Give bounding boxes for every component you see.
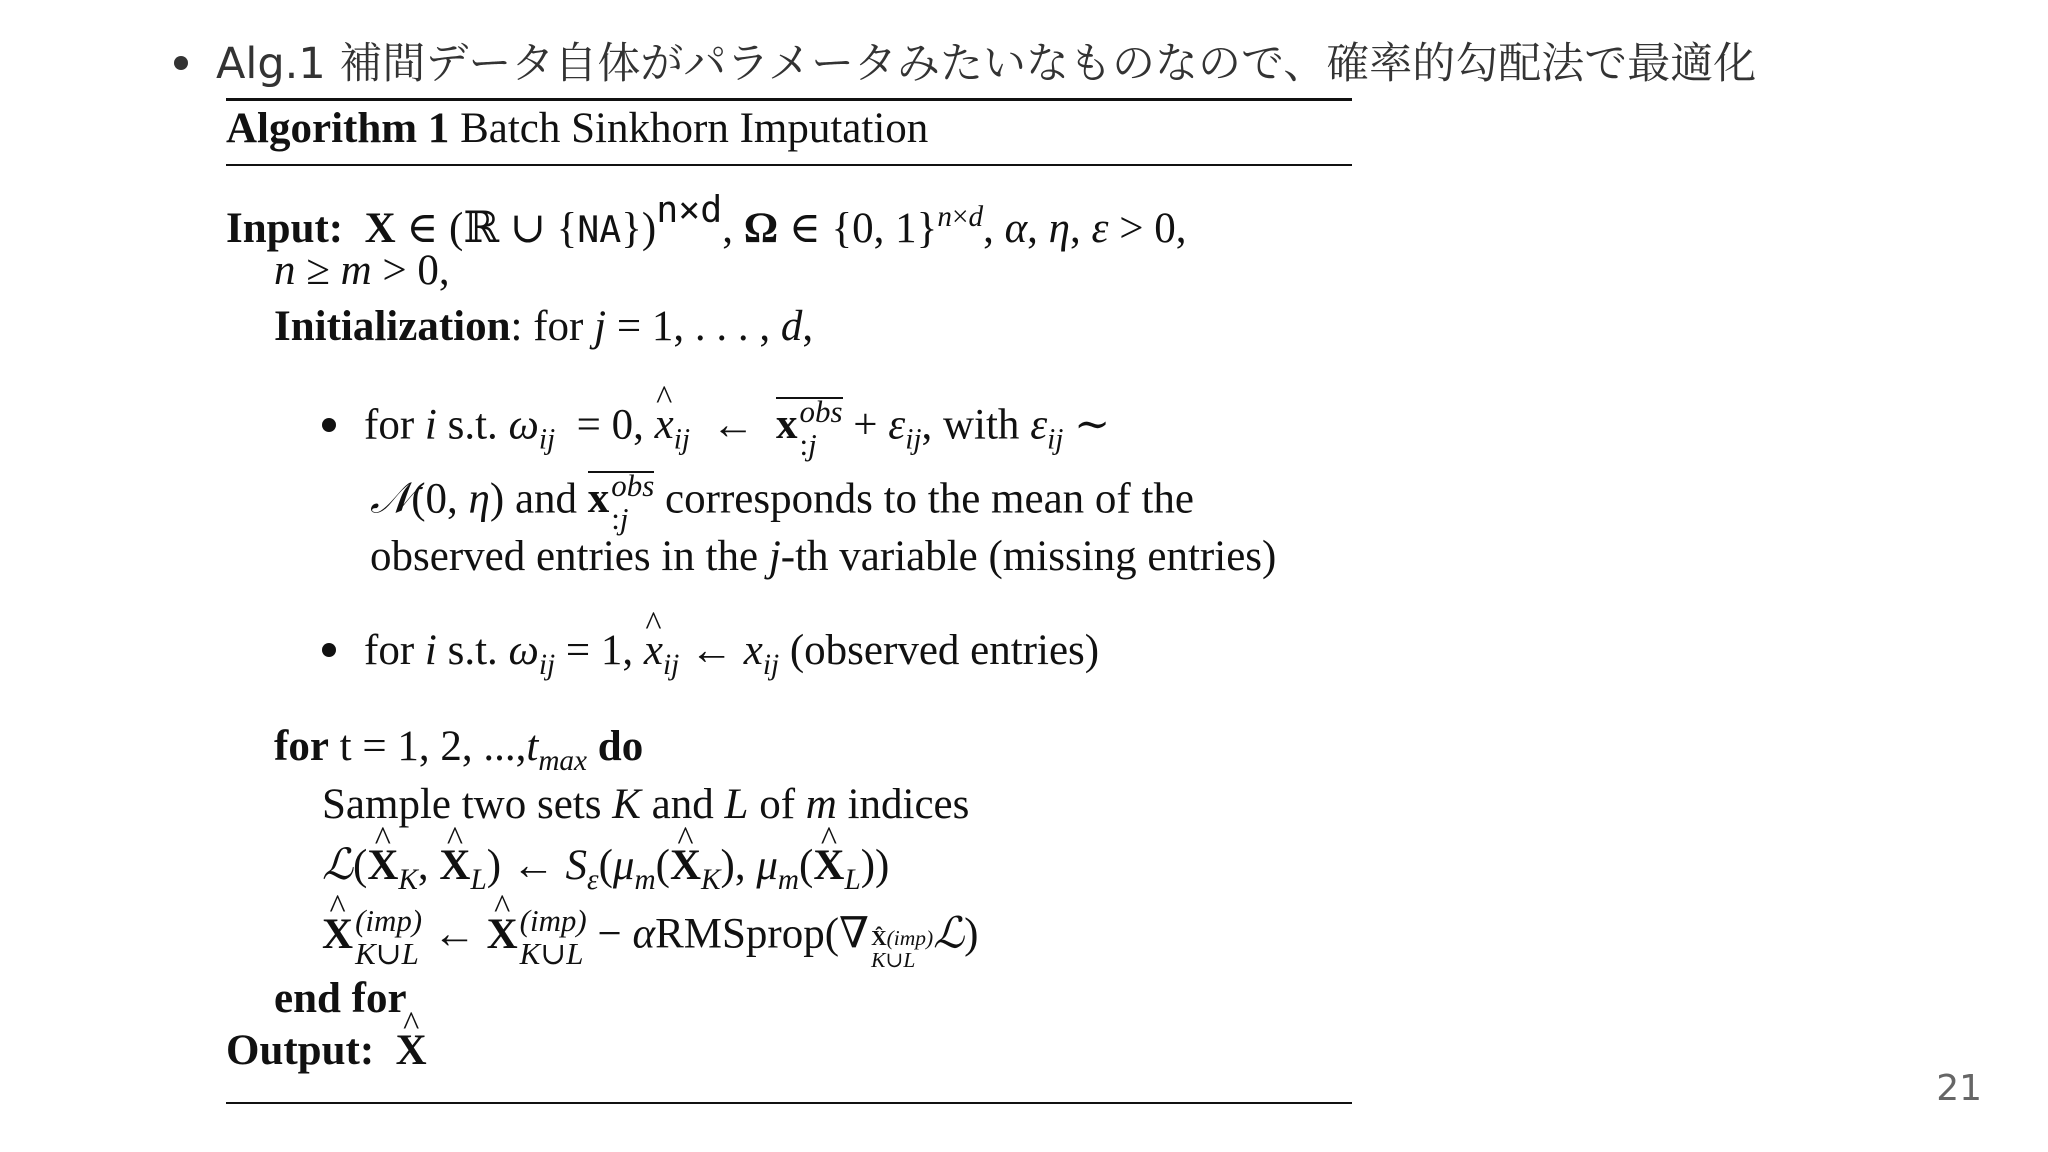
- bullet-icon: [322, 643, 336, 657]
- bullet-dot-icon: [174, 56, 188, 70]
- for-line: for t = 1, 2, $...,t_{max}$ do: [274, 723, 644, 778]
- init-bullet-1-line-2: 𝒩(0, η) and x obs :j corresponds to the mean of the: [370, 468, 1195, 536]
- init-label: Initialization: [274, 303, 511, 350]
- bottom-rule: [226, 1102, 1352, 1104]
- slide-bullet: [174, 30, 1756, 91]
- update-line: ^ X (imp) K∪L ← ^ X (imp) K∪L − αRMSprop(∇ X̂(imp) K∪L ℒ): [322, 904, 978, 972]
- algorithm-title: Batch Sinkhorn Imputation: [460, 105, 929, 152]
- init-bullet-1-line-3: observed entries in the j-th variable (missing entries): [370, 533, 1277, 580]
- page-number: 21: [1936, 1068, 1982, 1109]
- input-label: Input:: [226, 205, 344, 253]
- init-bullet-2: for i s.t. $\omega_{ij} = 1$, ^ $x_{ij}$ ← $x_{ij}$ (observed entries): [322, 626, 1099, 682]
- algorithm-box: [226, 98, 1352, 1104]
- end-for-line: end for: [274, 975, 407, 1022]
- loss-line: ℒ(^ $X_K$, ^ $X_L$) ← $S_\varepsilon(\mu_m(\^{}$ $X_K$), $\mu_m(\^{}$ $X_L$)): [322, 840, 889, 897]
- top-rule: [226, 98, 1352, 101]
- bullet-icon: [322, 418, 336, 432]
- init-bullet-1: for i s.t. $\omega_{ij} = 0$, ^ $x_{ij}$ ← x obs :j + $\varepsilon_{ij}$, with $\varepsilon_{ij}$ ∼: [322, 396, 1110, 461]
- algorithm-label: Algorithm 1: [226, 105, 450, 152]
- init-line: Initialization: for j = 1, . . . , d,: [274, 303, 814, 350]
- sample-line: Sample two sets K and L of m indices: [322, 781, 970, 828]
- input-line-2: n ≥ m > 0,: [274, 247, 450, 294]
- algorithm-header: [226, 104, 928, 153]
- header-rule: [226, 164, 1352, 166]
- input-line: Input: X ∈ (ℝ ∪ {NA})$^{n\times d}$, Ω ∈ {0, 1}$^{n\times d}$, α, η, ε > 0,: [226, 188, 1187, 254]
- bullet-text: Alg.1 補間データ自体がパラメータみたいなものなので、確率的勾配法で最適化: [216, 39, 1757, 89]
- output-line: Output: ^ X: [226, 1026, 427, 1075]
